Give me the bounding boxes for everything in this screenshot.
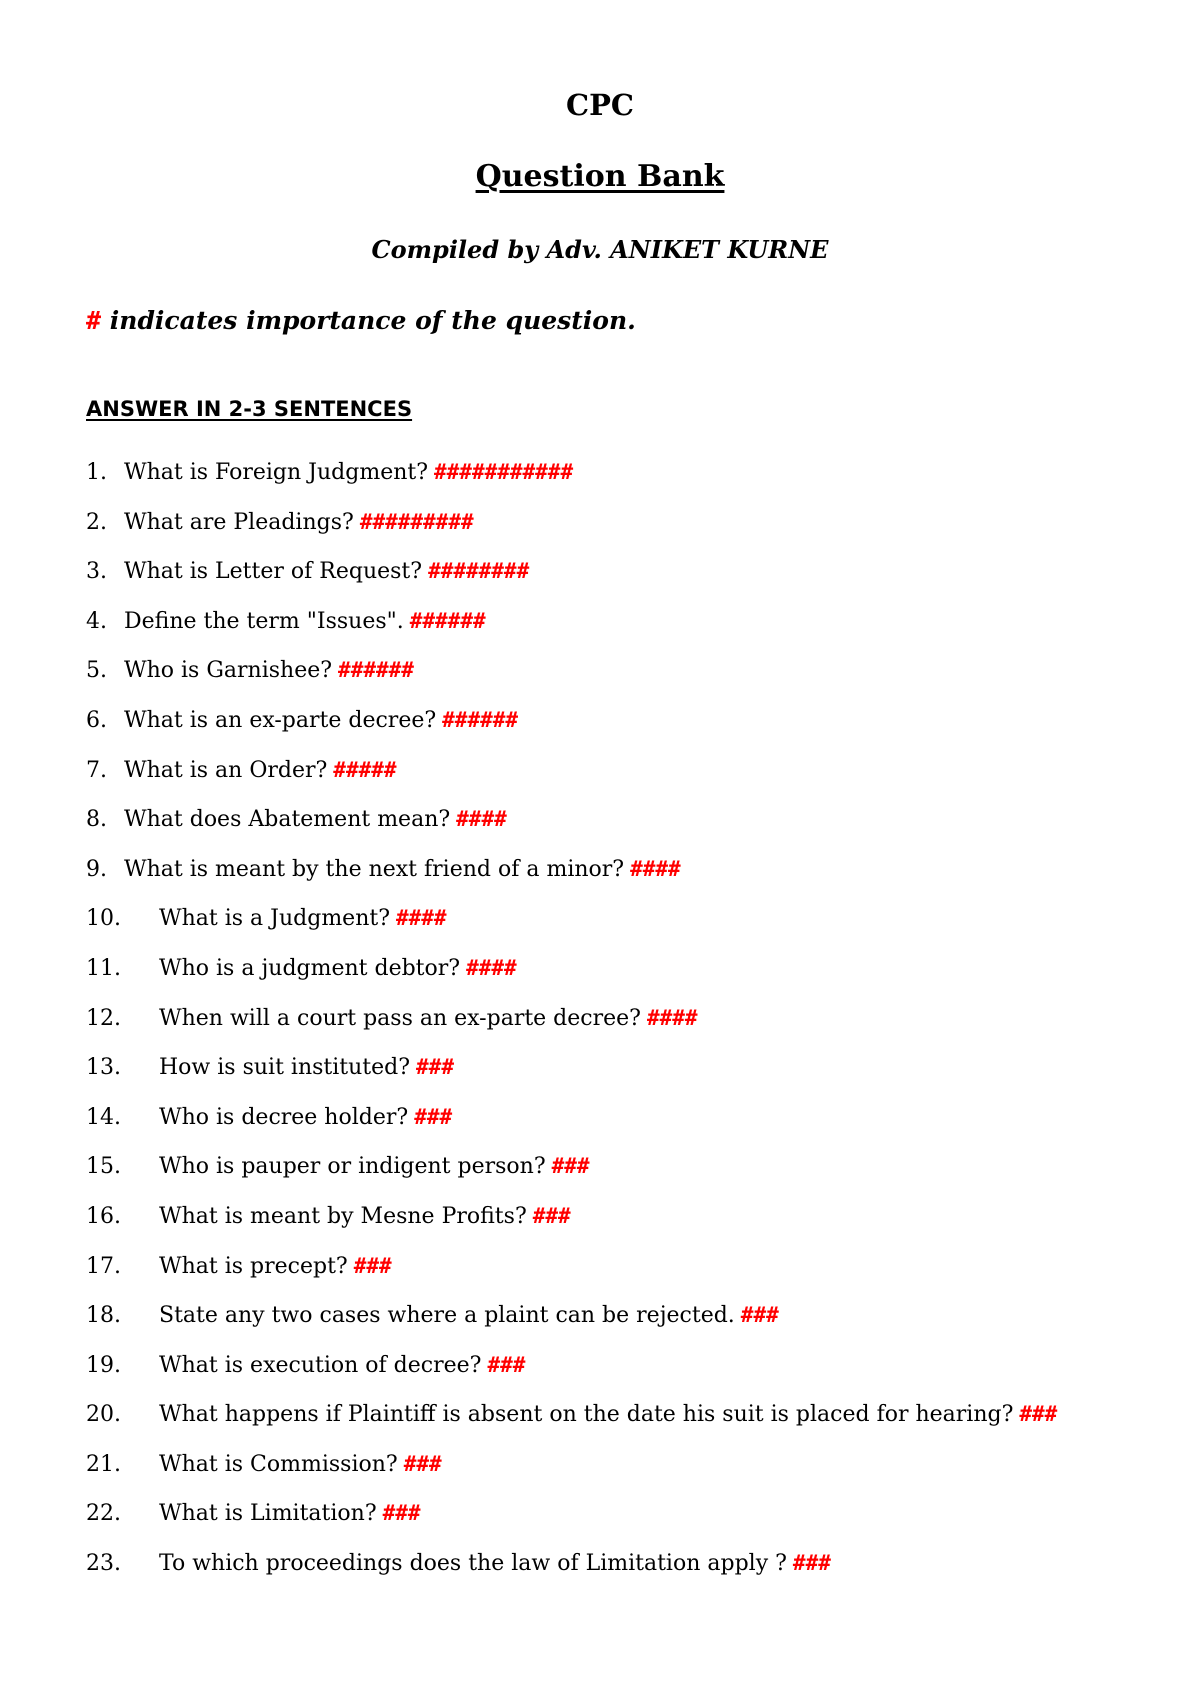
question-number: 11. [86, 955, 121, 981]
question-item [86, 852, 1166, 902]
question-text: What is meant by Mesne Profits? [159, 1203, 527, 1229]
question-text: What is Commission? [159, 1451, 398, 1477]
question-text: What is Limitation? [159, 1501, 377, 1527]
question-item [86, 1397, 1166, 1447]
question-text: How is suit instituted? [159, 1055, 411, 1081]
question-item [86, 1249, 1166, 1299]
question-item [86, 505, 1166, 555]
question-item [86, 1447, 1166, 1497]
question-number: 9. [86, 856, 107, 882]
question-item [86, 1100, 1166, 1150]
question-text: What are Pleadings? [124, 509, 354, 535]
importance-marks: ######## [428, 559, 530, 584]
document-title: CPC [566, 88, 634, 122]
question-text: Define the term "Issues". [124, 608, 404, 634]
legend-symbol: # [86, 306, 102, 335]
importance-marks: ### [353, 1253, 392, 1278]
question-item [86, 951, 1166, 1001]
question-number: 22. [86, 1501, 121, 1527]
question-text: When will a court pass an ex-parte decree? [159, 1005, 641, 1031]
question-number: 19. [86, 1352, 121, 1378]
question-number: 8. [86, 807, 107, 833]
question-number: 1. [86, 460, 107, 485]
question-text: What is Letter of Request? [124, 559, 423, 585]
question-text: What is precept? [159, 1253, 348, 1279]
importance-marks: ##### [333, 757, 397, 782]
question-text: Who is a judgment debtor? [159, 955, 461, 981]
question-number: 16. [86, 1203, 121, 1229]
question-item [86, 1199, 1166, 1249]
importance-marks: ### [416, 1055, 454, 1080]
question-item [86, 604, 1166, 654]
question-number: 6. [86, 707, 107, 733]
question-text: What is an Order? [124, 757, 328, 783]
question-text: What is a Judgment? [159, 906, 390, 932]
question-number: 5. [86, 658, 107, 684]
question-text: What is Foreign Judgment? [124, 460, 429, 485]
importance-marks: ###### [338, 658, 414, 683]
importance-legend [86, 304, 636, 338]
importance-marks: ###### [442, 707, 519, 732]
importance-marks: ### [403, 1451, 442, 1476]
question-item [86, 554, 1166, 604]
question-number: 3. [86, 559, 107, 585]
importance-marks: ########### [434, 460, 574, 484]
question-number: 10. [86, 906, 121, 932]
question-number: 18. [86, 1303, 121, 1329]
question-item [86, 802, 1166, 852]
importance-marks: #### [456, 807, 507, 832]
question-item [86, 1546, 1166, 1596]
importance-marks: ### [1019, 1402, 1058, 1427]
question-text: Who is Garnishee? [124, 658, 333, 684]
question-item [86, 653, 1166, 703]
question-item [86, 753, 1166, 803]
question-text: Who is decree holder? [159, 1104, 409, 1130]
document-subtitle: Question Bank [475, 159, 725, 194]
question-item [86, 901, 1166, 951]
question-item [86, 703, 1166, 753]
question-item [86, 1298, 1166, 1348]
question-number: 20. [86, 1402, 121, 1428]
question-number: 13. [86, 1055, 121, 1081]
question-item [86, 1348, 1166, 1398]
importance-marks: ### [740, 1303, 779, 1328]
question-text: What happens if Plaintiff is absent on the date his suit is placed for hearing? [159, 1402, 1014, 1428]
legend-text: indicates importance of the question. [109, 306, 636, 335]
importance-marks: #### [630, 856, 681, 881]
question-text: Who is pauper or indigent person? [159, 1154, 546, 1180]
question-number: 2. [86, 509, 107, 535]
section-heading: ANSWER IN 2-3 SENTENCES [86, 397, 413, 421]
question-text: What is execution of decree? [159, 1352, 482, 1378]
question-number: 17. [86, 1253, 121, 1279]
importance-marks: #### [396, 906, 447, 931]
question-number: 12. [86, 1005, 121, 1031]
question-number: 21. [86, 1451, 121, 1477]
question-number: 14. [86, 1104, 121, 1130]
question-number: 23. [86, 1551, 121, 1577]
question-number: 7. [86, 757, 107, 783]
question-text: What does Abatement mean? [124, 807, 451, 833]
question-number: 15. [86, 1154, 121, 1180]
importance-marks: ### [414, 1104, 453, 1129]
question-item [86, 1496, 1166, 1546]
importance-marks: #### [646, 1005, 698, 1030]
importance-marks: ######### [359, 509, 474, 534]
question-text: What is meant by the next friend of a minor? [124, 856, 625, 882]
importance-marks: ### [487, 1352, 526, 1377]
question-item [86, 1149, 1166, 1199]
question-item [86, 1050, 1166, 1100]
question-item [86, 455, 1166, 505]
importance-marks: #### [466, 955, 517, 980]
question-text: State any two cases where a plaint can be rejected. [159, 1303, 735, 1329]
importance-marks: ### [792, 1551, 831, 1576]
compiled-by-line: Compiled by Adv. ANIKET KURNE [371, 235, 829, 264]
question-number: 4. [86, 608, 107, 634]
question-item [86, 1001, 1166, 1051]
importance-marks: ###### [409, 608, 486, 633]
question-list [86, 455, 1166, 1596]
question-text: To which proceedings does the law of Limitation apply ? [159, 1551, 787, 1577]
importance-marks: ### [551, 1154, 590, 1179]
importance-marks: ### [382, 1501, 421, 1526]
importance-marks: ### [532, 1203, 571, 1228]
question-text: What is an ex-parte decree? [124, 707, 437, 733]
